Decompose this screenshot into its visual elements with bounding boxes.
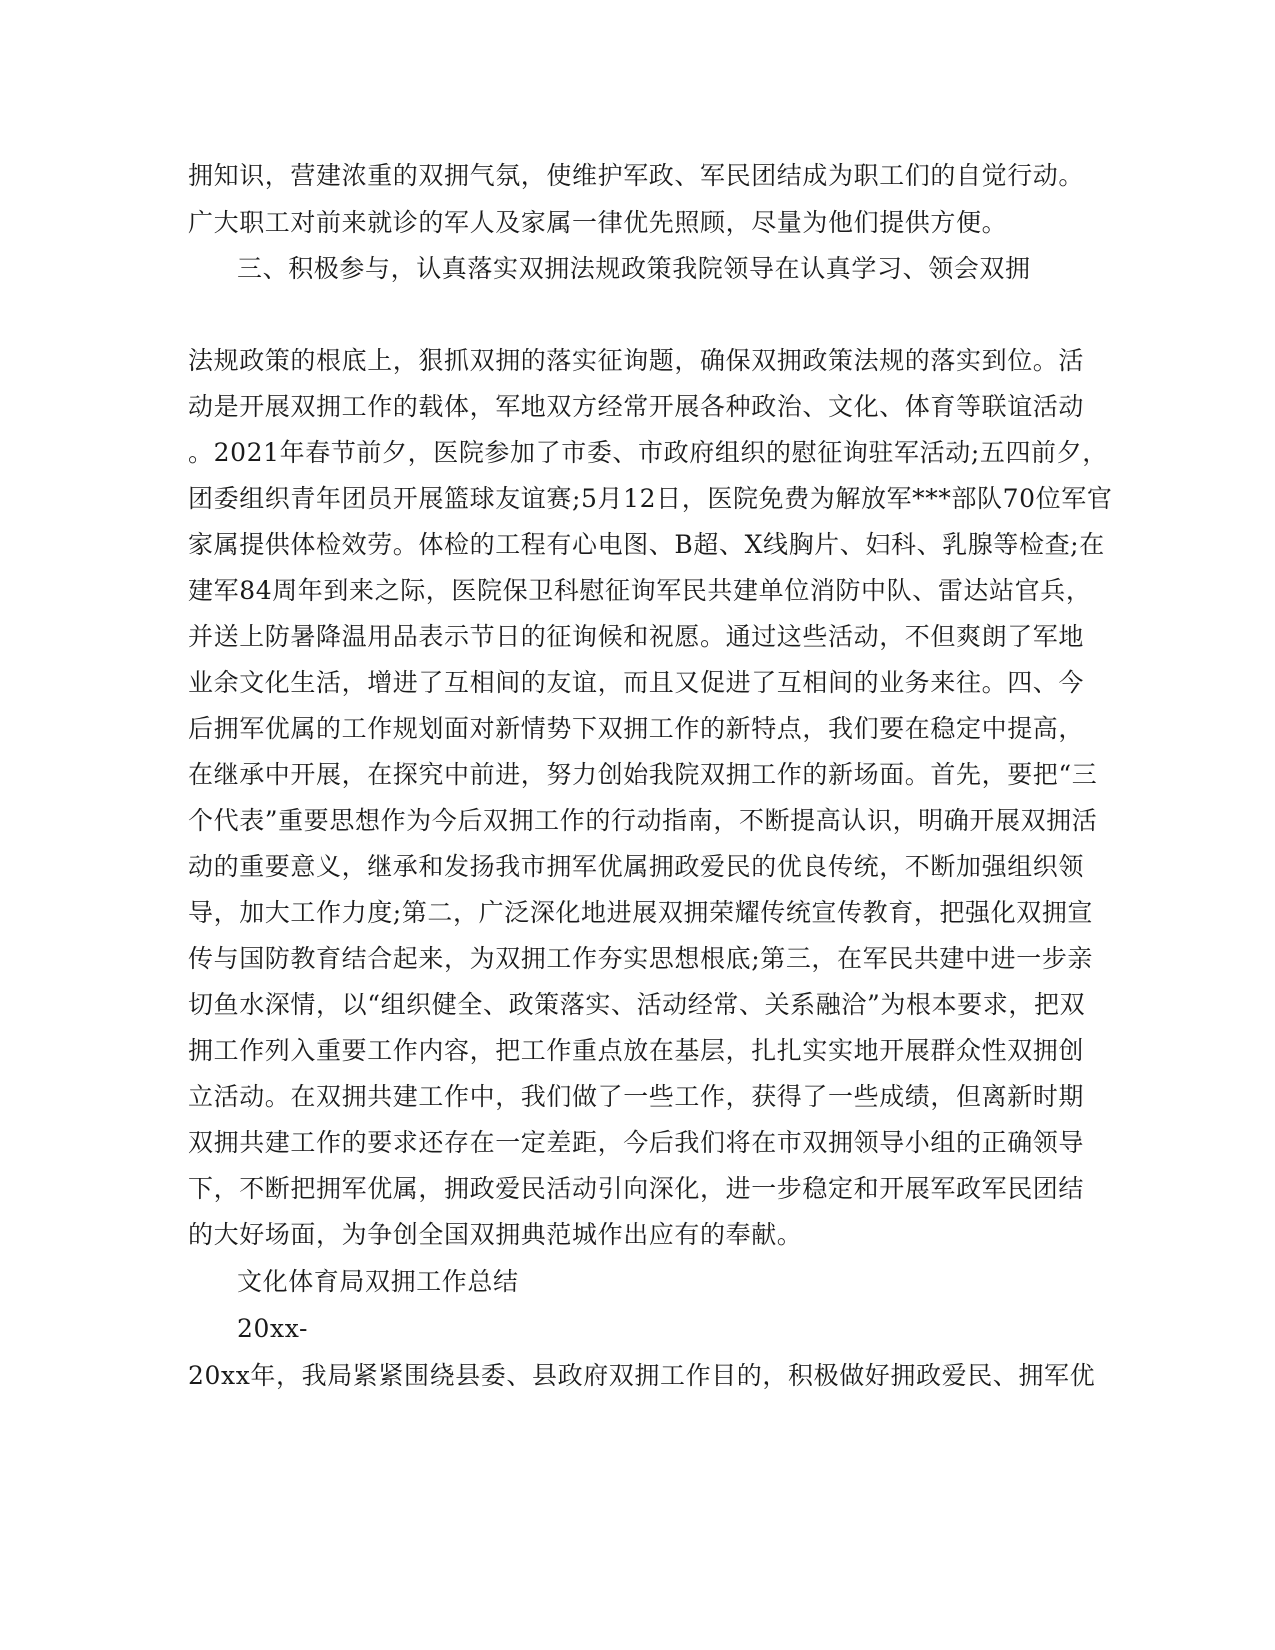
text-line: 并送上防暑降温用品表示节日的征询候和祝愿。通过这些活动，不但爽朗了军地 [188, 622, 1085, 651]
text-line: 家属提供体检效劳。体检的工程有心电图、B超、X线胸片、妇科、乳腺等检查;在 [188, 530, 1105, 559]
text-line: 传与国防教育结合起来，为双拥工作夯实思想根底;第三，在军民共建中进一步亲 [188, 944, 1094, 973]
text-line: 下，不断把拥军优属，拥政爱民活动引向深化，进一步稳定和开展军政军民团结 [188, 1174, 1085, 1203]
text-line: 。2021年春节前夕，医院参加了市委、市政府组织的慰征询驻军活动;五四前夕， [188, 438, 1108, 467]
text-line: 拥知识，营建浓重的双拥气氛，使维护军政、军民团结成为职工们的自觉行动。 [188, 161, 1085, 190]
text-line: 导，加大工作力度;第二，广泛深化地进展双拥荣耀传统宣传教育，把强化双拥宣 [188, 898, 1094, 927]
text-line: 业余文化生活，增进了互相间的友谊，而且又促进了互相间的业务来往。四、今 [188, 668, 1085, 697]
text-line: 立活动。在双拥共建工作中，我们做了一些工作，获得了一些成绩，但离新时期 [188, 1082, 1085, 1111]
text-line: 个代表”重要思想作为今后双拥工作的行动指南，不断提高认识，明确开展双拥活 [188, 806, 1098, 835]
text-line: 团委组织青年团员开展篮球友谊赛;5月12日，医院免费为解放军***部队70位军官 [188, 484, 1113, 513]
section-heading-line: 三、积极参与，认真落实双拥法规政策我院领导在认真学习、领会双拥 [237, 254, 1031, 283]
text-line: 的大好场面，为争创全国双拥典范城作出应有的奉献。 [188, 1220, 803, 1249]
text-line: 20xx年，我局紧紧围绕县委、县政府双拥工作目的，积极做好拥政爱民、拥军优 [188, 1361, 1096, 1390]
text-line: 建军84周年到来之际，医院保卫科慰征询军民共建单位消防中队、雷达站官兵， [188, 576, 1092, 605]
text-line: 切鱼水深情，以“组织健全、政策落实、活动经常、关系融洽”为根本要求，把双 [188, 990, 1086, 1019]
text-line: 法规政策的根底上，狠抓双拥的落实征询题，确保双拥政策法规的落实到位。活 [188, 346, 1085, 375]
year-range-start: 20xx- [237, 1314, 309, 1343]
text-line: 广大职工对前来就诊的军人及家属一律优先照顾，尽量为他们提供方便。 [188, 208, 1008, 237]
text-line: 拥工作列入重要工作内容，把工作重点放在基层，扎扎实实地开展群众性双拥创 [188, 1036, 1085, 1065]
text-line: 动的重要意义，继承和发扬我市拥军优属拥政爱民的优良传统，不断加强组织领 [188, 852, 1085, 881]
text-line: 后拥军优属的工作规划面对新情势下双拥工作的新特点，我们要在稳定中提高， [188, 714, 1085, 743]
text-line: 动是开展双拥工作的载体，军地双方经常开展各种政治、文化、体育等联谊活动 [188, 392, 1085, 421]
section-title: 文化体育局双拥工作总结 [237, 1267, 519, 1296]
text-line: 在继承中开展，在探究中前进，努力创始我院双拥工作的新场面。首先，要把“三 [188, 760, 1098, 789]
text-line: 双拥共建工作的要求还存在一定差距，今后我们将在市双拥领导小组的正确领导 [188, 1128, 1085, 1157]
